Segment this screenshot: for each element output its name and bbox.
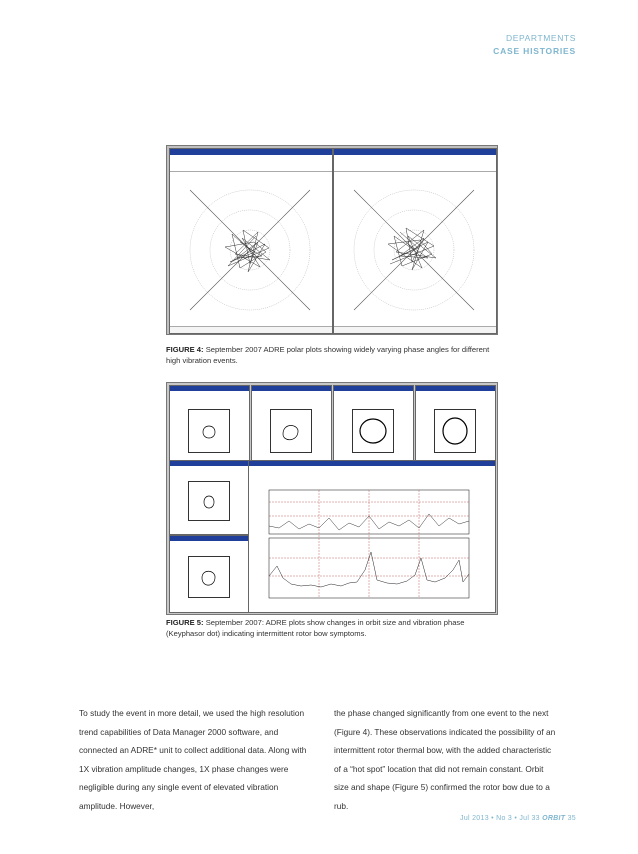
- polar-plot-right: [333, 148, 497, 334]
- orbit-plot-5: [169, 460, 250, 535]
- polar-plot-right-graphic: [334, 172, 494, 328]
- body-text-column-1: To study the event in more detail, we used the high resolution trend capabilities of Data Manager 2000 software, and connected an ADRE* unit to collect additional data. Along with 1X vibration amplitude changes, 1X phase changes were negligible during any single event of elevated vibration amplitude. However,: [79, 708, 307, 811]
- body-text-column-2: the phase changed significantly from one event to the next (Figure 4). These observations indicated the possibility of an intermittent rotor thermal bow, with the added characteristic of a “hot spot” location that did not remain constant. Orbit size and shape (Figure 5) confirmed the rotor bow due to a rub.: [334, 708, 556, 811]
- section-header: DEPARTMENTS: [505, 33, 576, 43]
- polar-plot-left: [169, 148, 333, 334]
- figure-4-image: [166, 145, 498, 335]
- figure-4-label: FIGURE 4:: [166, 345, 204, 354]
- polar-plot-left-graphic: [170, 172, 330, 328]
- figure-4-caption-text: September 2007 ADRE polar plots showing widely varying phase angles for different high vibration events.: [166, 345, 490, 365]
- page-footer: [460, 815, 576, 822]
- orbit-plot-4: [415, 385, 496, 467]
- orbit-plot-1: [169, 385, 250, 467]
- orbit-plot-3: [333, 385, 414, 467]
- figure-5-image: [166, 382, 498, 615]
- footer-brand: ORBIT: [542, 815, 566, 822]
- page-number: 35: [567, 815, 576, 822]
- trend-plot: [248, 460, 496, 613]
- orbit-plot-6: [169, 535, 250, 613]
- figure-5-label: FIGURE 5:: [166, 618, 204, 627]
- trend-plot-graphic: [249, 466, 495, 610]
- footer-issue: Jul 2013 • No 3 • Jul 33: [460, 815, 540, 822]
- subsection-header: CASE HISTORIES: [493, 46, 576, 56]
- orbit-plot-2: [251, 385, 332, 467]
- figure-5-caption: [166, 617, 496, 639]
- figure-5-caption-text: September 2007: ADRE plots show changes in orbit size and vibration phase (Keyphasor dot) indicating intermittent rotor bow symptoms.: [166, 618, 465, 638]
- figure-4-caption: [166, 344, 496, 366]
